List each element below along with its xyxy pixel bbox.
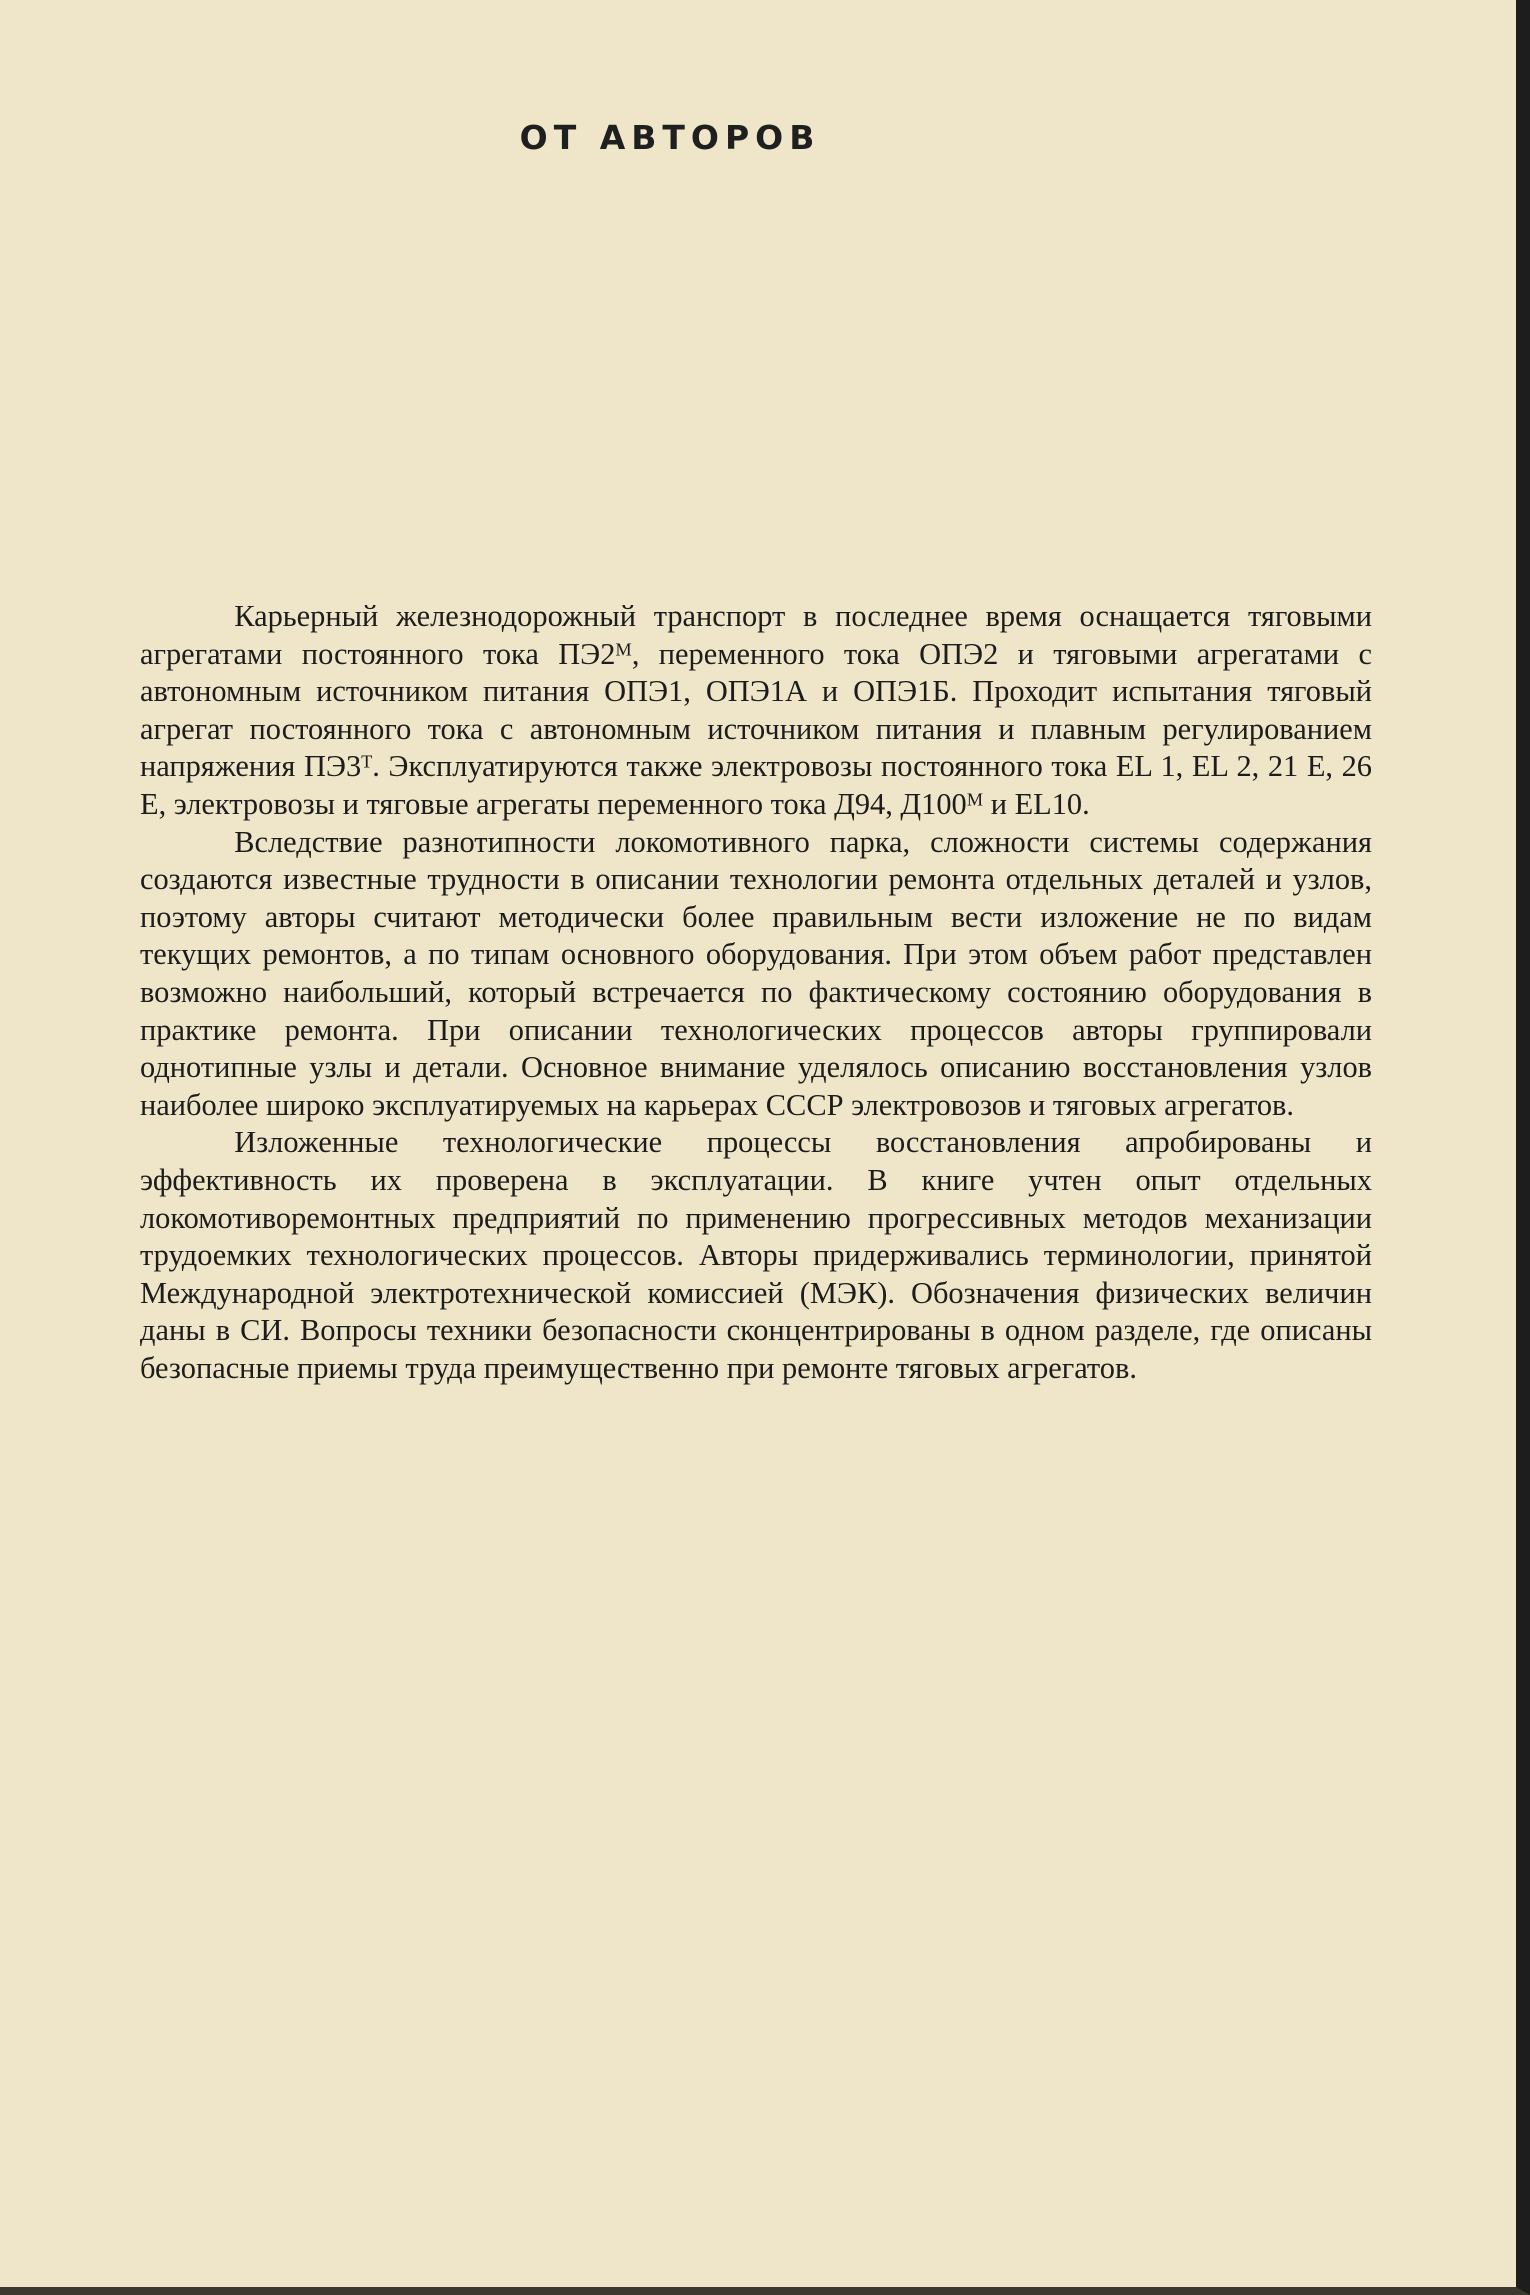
paragraph-3: Изложенные технологические процессы восстановления апробированы и эффективность их проверена в эксплуатации. В книге учтен опыт отдельных локомотиворемонтных предприятий по применению прогрессивных методов механизации трудоемких технологических процессов. Авторы придерживались терминологии, принятой Международной электротехнической комиссией (МЭК). Обозначения физических величин даны в СИ. Вопросы техники безопасности сконцентрированы в одном разделе, где описаны безопасные приемы труда преимущественно при ремонте тяговых агрегатов.: [140, 1125, 1372, 1385]
paragraph-2: Вследствие разнотипности локомотивного парка, сложности системы содержания создаются известные трудности в описании технологии ремонта отдельных деталей и узлов, поэтому авторы считают методически более правильным вести изложение не по видам текущих ремонтов, а по типам основного оборудования. При этом объем работ представлен возможно наибольший, который встречается по фактическому состоянию оборудования в практике ремонта. При описании технологических процессов авторы группировали однотипные узлы и детали. Основное внимание уделялось описанию восстановления узлов наиболее широко эксплуатируемых на карьерах СССР электровозов и тяговых агрегатов.: [140, 824, 1372, 1122]
body-text: [140, 598, 1372, 1387]
paragraph-1: Карьерный железнодорожный транспорт в последнее время оснащается тяговыми агрегатами постоянного тока ПЭ2ᴹ, переменного тока ОПЭ2 и тяговыми агрегатами с автономным источником питания ОПЭ1, ОПЭ1А и ОПЭ1Б. Проходит испытания тяговый агрегат постоянного тока с автономным источником питания и плавным регулированием напряжения ПЭ3ᵀ. Эксплуатируются также электровозы постоянного тока EL 1, EL 2, 21 E, 26 E, электровозы и тяговые агрегаты переменного тока Д94, Д100ᴹ и EL10.: [140, 599, 1372, 821]
page-title: ОТ АВТОРОВ: [519, 118, 821, 157]
